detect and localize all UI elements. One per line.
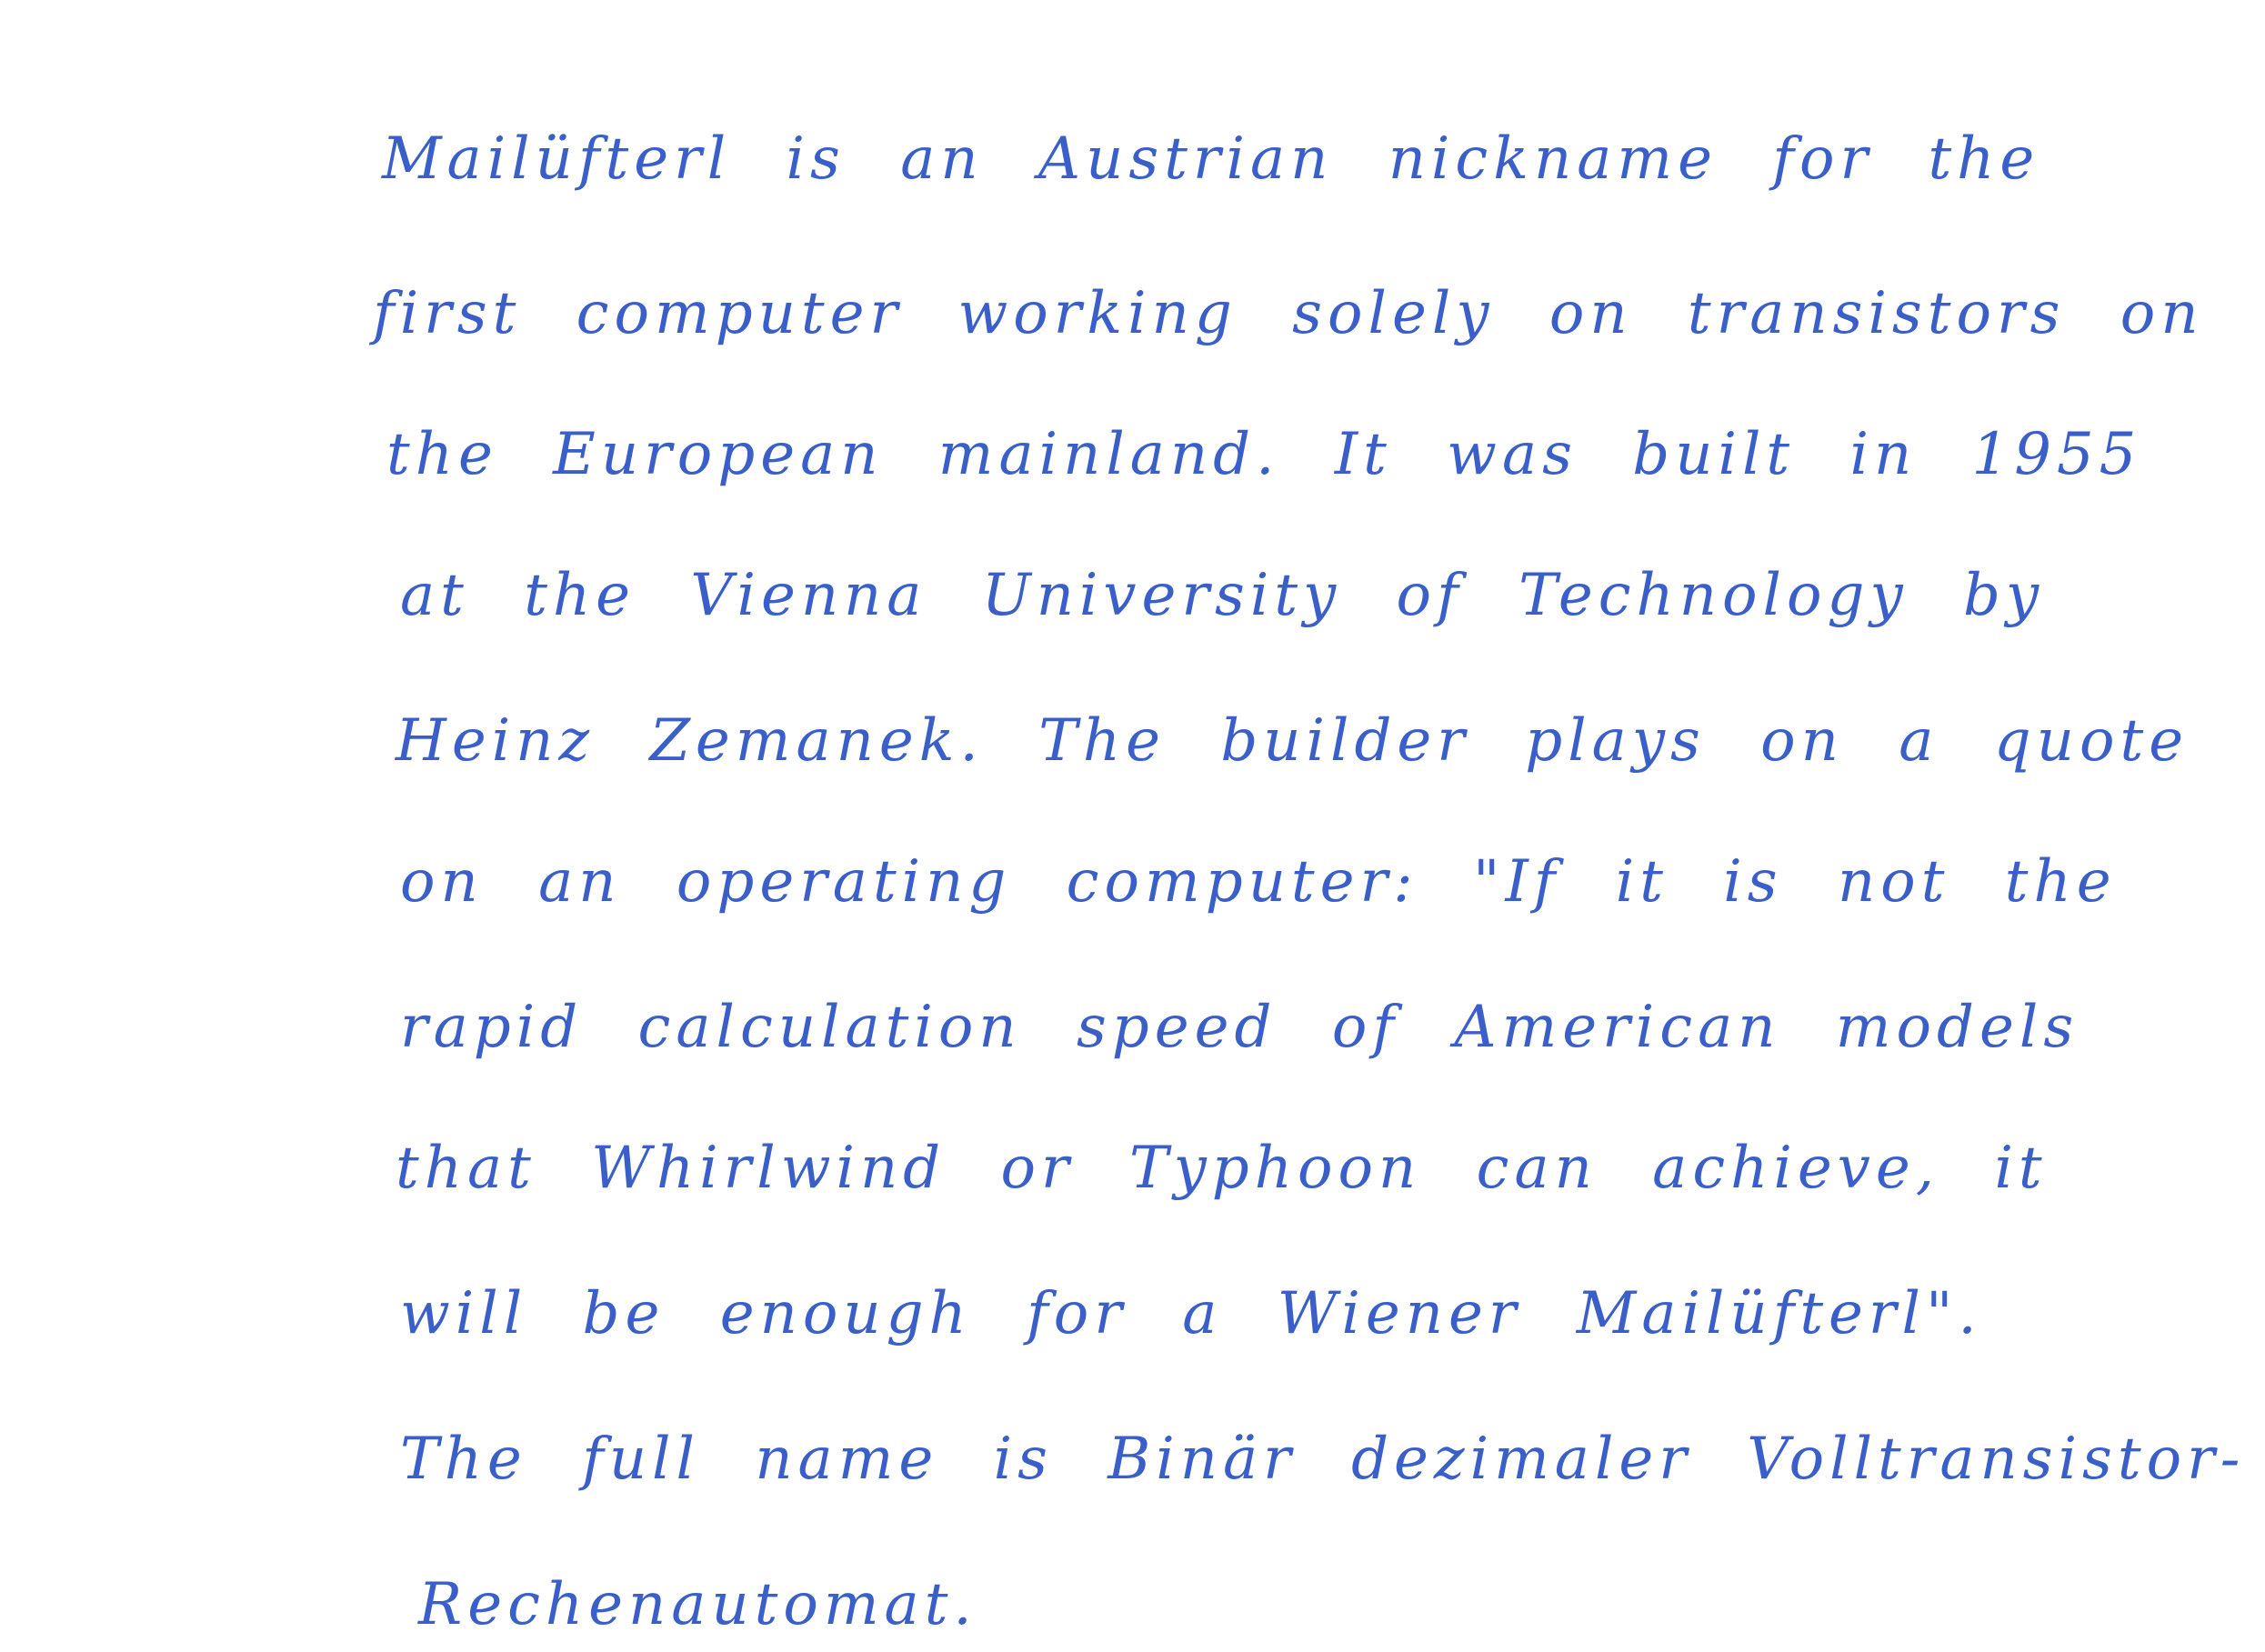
text-line-8: that Whirlwind or Typhoon can achieve, it [396, 1135, 2048, 1202]
text-line-11: Rechenautomat. [418, 1571, 977, 1638]
text-line-6: on an operating computer: "If it is not the [400, 848, 2117, 916]
text-line-9: will be enough for a Wiener Mailüfterl". [400, 1280, 1982, 1347]
text-line-4: at the Vienna University of Technology by [400, 562, 2045, 629]
text-line-1: Mailüfterl is an Austrian nickname for the [382, 125, 2040, 193]
text-line-7: rapid calculation speed of American models [400, 994, 2080, 1061]
text-line-3: the European mainland. It was built in 1955 [386, 421, 2142, 488]
text-line-5: Heinz Zemanek. The builder plays on a quote [396, 707, 2190, 775]
text-line-10: The full name is Binär dezimaler Volltransistor- [400, 1426, 2246, 1493]
text-line-2: first computer working solely on transistors on [373, 280, 2204, 347]
